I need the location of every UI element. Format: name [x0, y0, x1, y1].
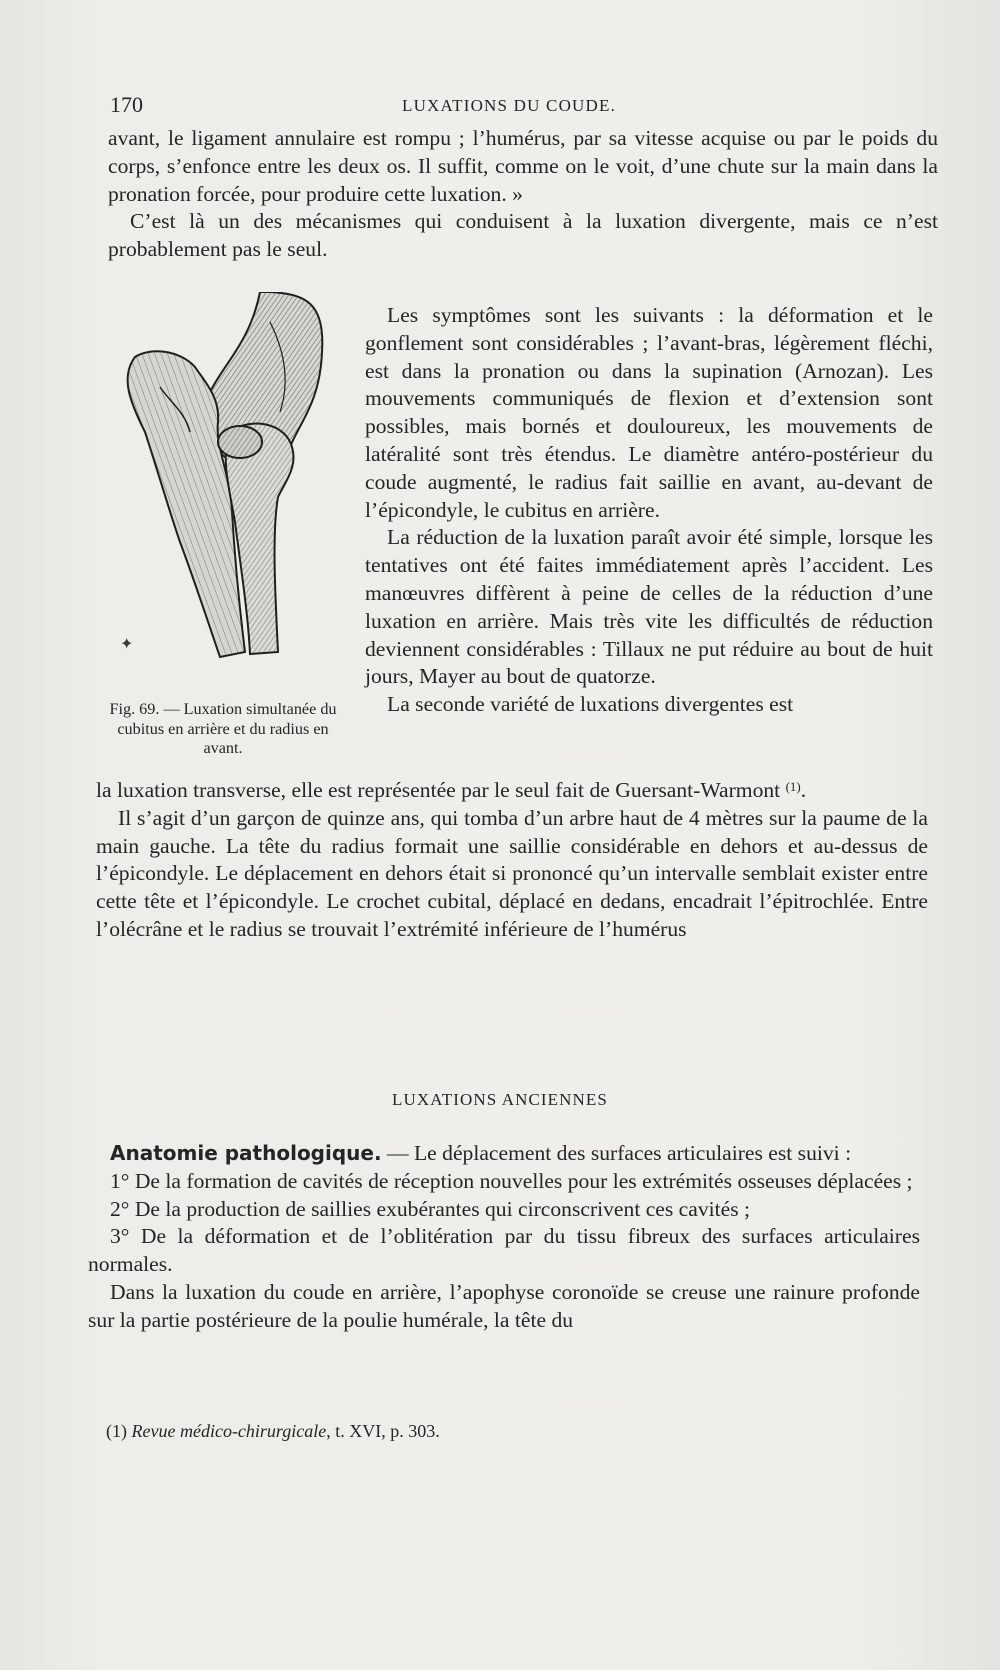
- figure-69: [100, 292, 350, 692]
- paragraph-anatomy-intro: Anatomie pathologique. — Le déplacement des surfaces articulaires est suivi :: [110, 1141, 852, 1165]
- paragraph-reduction: La réduction de la luxation paraît avoir été simple, lorsque les tentatives ont été faites immédiatement après l’accident. Les manœuvres diffèrent à peine de celles de la réduction d’une luxation en arrière. Mais très vite les difficultés de réduction deviennent considérables : Tillaux ne put réduire au bout de huit jours, Mayer au bout de quatorze.: [365, 525, 933, 689]
- page-header: [110, 92, 930, 128]
- section-title: LUXATIONS ANCIENNES: [392, 1090, 608, 1109]
- stray-mark-icon: ✦: [120, 636, 134, 653]
- lower-text-block: [96, 777, 928, 944]
- anatomy-item-3: 3° De la déformation et de l’oblitération par du tissu fibreux des surfaces articulaires normales.: [88, 1224, 920, 1277]
- paragraph-continuation: avant, le ligament annulaire est rompu ; l’humérus, par sa vitesse acquise ou par le poids du corps, s’enfonce entre les deux os. Il suffit, comme on le voit, d’une chute sur la main dans la pronation forcée, pour produire cette luxation. »: [108, 126, 938, 206]
- running-head: LUXATIONS DU COUDE.: [402, 96, 617, 115]
- anatomy-item-1: 1° De la formation de cavités de réception nouvelles pour les extrémités osseuses déplacées ;: [110, 1168, 913, 1193]
- paragraph-transverse-start: La seconde variété de luxations divergentes est: [387, 692, 794, 717]
- footnote-rest: , t. XVI, p. 303.: [326, 1421, 440, 1441]
- anatomy-lead: Anatomie pathologique.: [110, 1141, 382, 1165]
- anatomy-text-block: [88, 1140, 920, 1335]
- anatomy-item-2: 2° De la production de saillies exubérantes qui circonscrivent ces cavités ;: [110, 1196, 751, 1221]
- paragraph-case: Il s’agit d’un garçon de quinze ans, qui tomba d’un arbre haut de 4 mètres sur la paume de la main gauche. La tête du radius formait une saillie considérable en dehors et au-dessus de l’épicondyle. Le déplacement en dehors était si prononcé qu’un intervalle semblait exister entre cette tête et l’épicondyle. Le crochet cubital, déplacé en dedans, encadrait l’épitrochlée. Entre l’olécrâne et le radius se trouvait l’extrémité inférieure de l’humérus: [96, 805, 928, 941]
- footnote-reference[interactable]: (1): [785, 779, 801, 795]
- paragraph-symptoms: Les symptômes sont les suivants : la déformation et le gonflement sont considérables ; l’avant-bras, légèrement fléchi, est dans la pronation ou dans la supination (Arnozan). Les mouvements communiqués de flexion et d’extension sont possibles, mais bornés et douloureux, les mouvements de latéralité sont très étendus. Le diamètre antéro-postérieur du coude augmenté, le radius fait saillie en avant, au-devant de l’épicondyle, le cubitus en arrière.: [365, 303, 933, 522]
- elbow-bones-illustration-icon: [100, 292, 350, 692]
- figure-caption: Fig. 69. — Luxation simultanée du cubitus en arrière et du radius en avant.: [109, 700, 337, 757]
- paragraph-mechanism: C’est là un des mécanismes qui conduisent à la luxation divergente, mais ce n’est probablement pas le seul.: [108, 209, 938, 262]
- top-text-block: [108, 125, 938, 264]
- footnote-source: Revue médico-chirurgicale: [131, 1421, 327, 1441]
- side-text-block: [365, 302, 933, 719]
- footnote: [106, 1420, 926, 1442]
- page-number: 170: [110, 92, 143, 117]
- paragraph-coronoid: Dans la luxation du coude en arrière, l’apophyse coronoïde se creuse une rainure profonde sur la partie postérieure de la poulie humérale, la tête du: [88, 1279, 920, 1332]
- paragraph-transverse-end: la luxation transverse, elle est représentée par le seul fait de Guersant-Warmont $^{(1)}$.: [96, 778, 807, 802]
- footnote-marker: (1): [106, 1421, 127, 1441]
